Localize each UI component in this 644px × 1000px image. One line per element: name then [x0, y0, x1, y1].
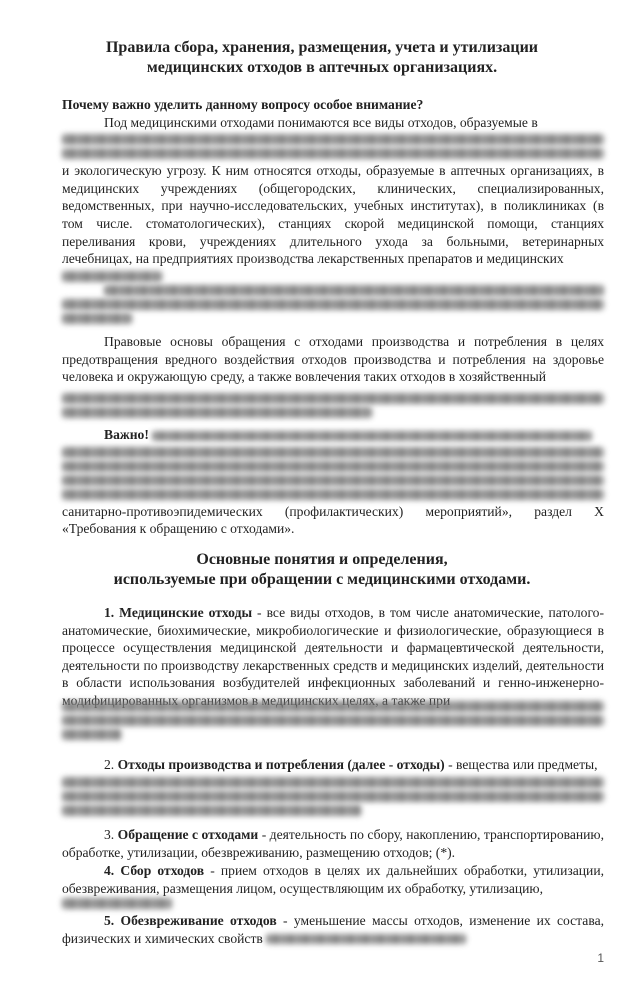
definition-3-term: Обращение с отходами [114, 827, 259, 842]
definition-2-text: - вещества или предметы, [444, 757, 598, 772]
definition-2-redacted [62, 774, 604, 819]
page-number: 1 [597, 951, 604, 965]
intro-paragraph-3 [62, 426, 604, 538]
redacted-line [62, 148, 604, 159]
definition-4-text: - прием отходов в целях их дальнейших обработки, утилизации, обезвреживания, размещения лицом, осуществляющим их обработку, утилизацию, [62, 863, 604, 896]
intro-question: Почему важно уделить данному вопросу особое внимание? [62, 97, 424, 112]
section-heading-line-2: используемые при обращении с медицинскими отходами. [113, 571, 531, 588]
definition-4 [62, 862, 604, 897]
definition-5 [62, 912, 604, 947]
important-label: Важно! [104, 427, 149, 442]
definition-2-number: 2. [104, 757, 115, 772]
intro-paragraph-3-end: санитарно-противоэпидемических (профилактических) мероприятий», раздел X «Требования к обращению с отходами». [62, 503, 604, 537]
redacted-line [62, 461, 604, 472]
redacted-line [62, 701, 604, 712]
redacted-line [62, 777, 604, 788]
redacted-line [62, 313, 132, 324]
redacted-line [62, 715, 604, 726]
definition-4-redacted [62, 895, 604, 912]
intro-paragraph-2: Правовые основы обращения с отходами производства и потребления в целях предотвращения вредного воздействия отходов производства и потребления на здоровье человека и окружающую среду, а также вовлечения таких отходов в хозяйственный [62, 334, 604, 385]
intro-paragraph-2-redacted [62, 390, 604, 421]
intro-paragraph-1-cont: и экологическую угрозу. К ним относятся отходы, образуемые в аптечных организациях, в медицинских учреждениях (общегородских, клинических, специализированных, ведомственных, при научно-исследовательских, учебных институтах), в поликлиниках (в том числе. стоматологических), станциях скорой медицинской помощи, станциях переливания крови, учреждениях длительного ухода за больными, ветеринарных лечебницах, на предприятиях производства лекарственных препаратов и медицинских [62, 163, 604, 267]
definition-1-text: - все виды отходов, в том числе анатомические, патолого-анатомические, биохимические, микробиологические и физиологические, образующиеся в процессе осуществления медицинской деятельности и фармацевтической деятельности, деятельности по производству лекарственных средств и медицинских изделий, деятельности в области использования возбудителей инфекционных заболеваний и генно-инженерно- [62, 605, 604, 691]
definition-1 [62, 604, 604, 710]
redacted-line [104, 285, 604, 296]
redacted-line [62, 489, 604, 500]
title-line-1: Правила сбора, хранения, размещения, учета и утилизации [105, 39, 539, 56]
redacted-line [62, 805, 362, 816]
redacted-line [62, 729, 122, 740]
section-heading-line-1: Основные понятия и определения, [196, 551, 448, 568]
definition-1-term: 1. Медицинские отходы [104, 605, 253, 620]
redacted-line [62, 447, 604, 458]
definition-1-redacted [62, 698, 604, 743]
redacted-line [62, 271, 162, 282]
title-line-2: медицинских отходов в аптечных организациях. [146, 59, 498, 76]
redacted-line [62, 134, 604, 145]
redacted-line [62, 791, 604, 802]
definition-3-text: - деятельность по сбору, накоплению, транспортированию, обработке, утилизации, обезвреживанию, размещению отходов; (*). [62, 827, 604, 860]
redacted-line [62, 898, 172, 909]
section-heading [40, 550, 604, 590]
redacted-line [62, 407, 372, 418]
redacted-line [62, 475, 604, 486]
definition-4-term: 4. Сбор отходов [104, 863, 205, 878]
redacted-line [62, 299, 604, 310]
definition-2-term: Отходы производства и потребления (далее - отходы) [114, 757, 445, 772]
definition-5-text: - уменьшение массы отходов, изменение их состава, физических и химических свойств [62, 913, 604, 946]
definition-3-number: 3. [104, 827, 115, 842]
redacted-inline [266, 934, 466, 944]
intro-paragraph-1-start: Под медицинскими отходами понимаются все виды отходов, образуемые в [104, 114, 538, 130]
redacted-inline [152, 431, 592, 441]
intro-section [62, 96, 604, 327]
redacted-line [62, 393, 604, 404]
definition-2 [62, 756, 604, 774]
document-title [40, 38, 604, 78]
definition-3 [62, 826, 604, 861]
definition-5-term: 5. Обезвреживание отходов [104, 913, 277, 928]
